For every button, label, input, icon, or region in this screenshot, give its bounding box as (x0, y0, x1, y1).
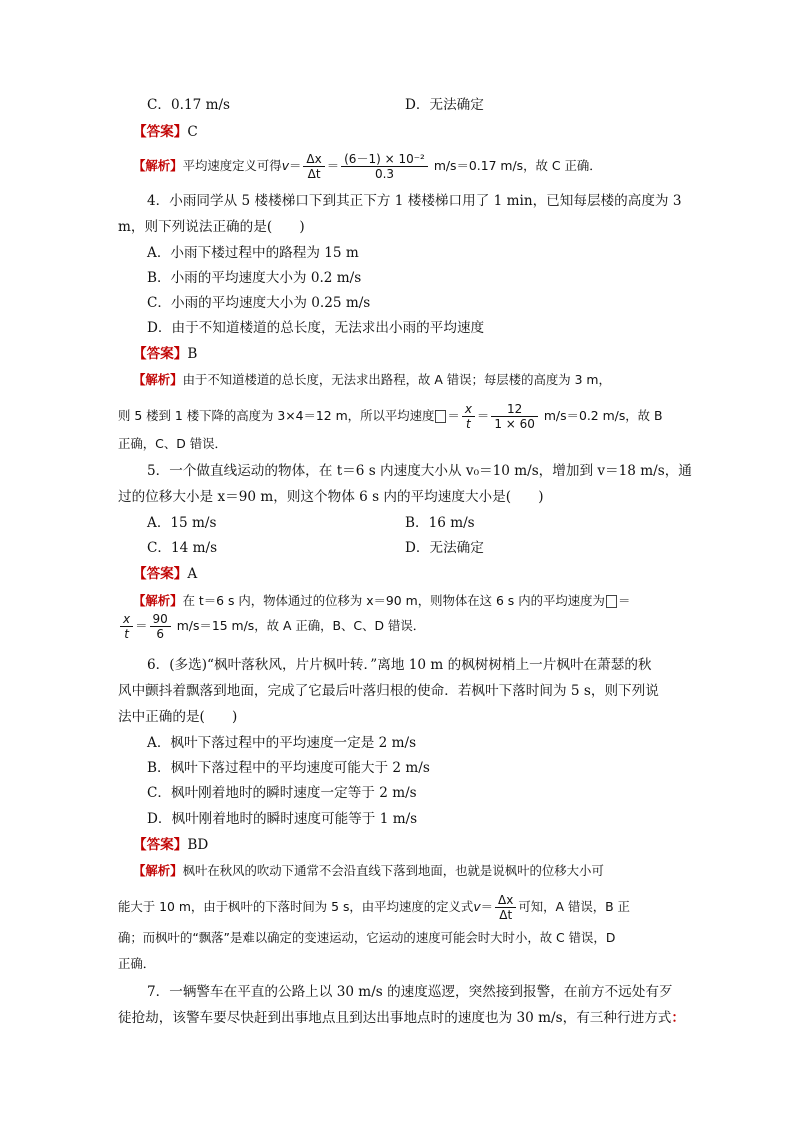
q6-option-a: A．枫叶下落过程中的平均速度一定是 2 m/s (147, 735, 417, 751)
q5-explanation-line2: $\frac{x}{t}$ ＝ $\frac{90}{6}$ m/s＝15 m/s，故 A 正确，B、C、D 错误． (118, 612, 425, 641)
q4-answer: 【答案】B (133, 346, 198, 362)
q3-answer (133, 124, 198, 140)
q6-option-c: C．枫叶刚着地时的瞬时速度一定等于 2 m/s (147, 785, 417, 801)
fraction: $\frac{90}{6}$ (150, 612, 171, 641)
q5-option-c: C．14 m/s (147, 540, 218, 556)
q6-explanation-line4: 正确． (118, 956, 156, 971)
q4-option-a: A．小雨下楼过程中的路程为 15 m (147, 245, 359, 261)
fraction: $\frac{x}{t}$ (120, 612, 133, 641)
q3-explanation: 【解析】平均速度定义可得v＝ $\frac{\Delta x}{\Delta t}$ ＝ $\frac{\text{(6－1) × 10⁻²}}{0.3}$ m/s＝0.17 m/s，故 C 正确． (133, 152, 602, 181)
q5-option-d: D．无法确定 (405, 540, 484, 556)
fraction: $\frac{x}{t}$ (462, 402, 475, 431)
q4-stem-line1: 4．小雨同学从 5 楼楼梯口下到其正下方 1 楼楼梯口用了 1 min，已知每层楼的高度为 3 (147, 193, 682, 209)
q5-stem-line2: 过的位移大小是 x＝90 m，则这个物体 6 s 内的平均速度大小是( ) (118, 489, 544, 505)
answer-value: C (187, 124, 198, 140)
q3-option-c: C．0.17 m/s (147, 97, 231, 113)
answer-tag: 【答案】 (133, 124, 188, 140)
q6-explanation-line1: 【解析】枫叶在秋风的吹动下通常不会沿直线下落到地面，也就是说枫叶的位移大小可 (133, 863, 604, 878)
q4-explanation-line2: 则 5 楼到 1 楼下降的高度为 3×4＝12 m，所以平均速度 ＝ $\frac{x}{t}$ ＝ $\frac{12}{1 \times 60}$ m/s＝0.2 m/s，故 B (118, 402, 663, 431)
q4-option-b: B．小雨的平均速度大小为 0.2 m/s (147, 270, 362, 286)
q6-explanation-line2: 能大于 10 m，由于枫叶的下落时间为 5 s，由平均速度的定义式v＝ $\frac{\Delta x}{\Delta t}$ 可知，A 错误，B 正 (118, 893, 630, 922)
placeholder-box (606, 595, 617, 608)
fraction: $\frac{\Delta x}{\Delta t}$ (303, 152, 324, 181)
q6-stem-line1: 6．(多选)“枫叶落秋风，片片枫叶转．”离地 10 m 的枫树树梢上一片枫叶在萧瑟的秋 (147, 657, 652, 673)
q4-option-d: D．由于不知道楼道的总长度，无法求出小雨的平均速度 (147, 320, 485, 336)
fraction: $\frac{\Delta x}{\Delta t}$ (495, 893, 516, 922)
q4-explanation-line3: 正确，C、D 错误． (118, 436, 227, 451)
colon-mark: ： (671, 1010, 685, 1026)
fraction: $\frac{\text{(6－1) × 10⁻²}}{0.3}$ (341, 152, 428, 181)
q3-option-d: D．无法确定 (405, 97, 484, 113)
q6-stem-line2: 风中颤抖着飘落到地面，完成了它最后叶落归根的使命．若枫叶下落时间为 5 s，则下列说 (118, 683, 659, 699)
q6-stem-line3: 法中正确的是( ) (118, 709, 238, 725)
placeholder-box (435, 410, 446, 423)
q5-stem-line1: 5．一个做直线运动的物体，在 t＝6 s 内速度大小从 v₀＝10 m/s，增加到 v＝18 m/s，通 (147, 463, 692, 479)
q4-explanation-line1: 【解析】由于不知道楼道的总长度，无法求出路程，故 A 错误；每层楼的高度为 3 m， (133, 372, 611, 387)
fraction: $\frac{12}{1 \times 60}$ (491, 402, 538, 431)
q5-answer: 【答案】A (133, 566, 198, 582)
q4-stem-line2: m，则下列说法正确的是( ) (118, 219, 305, 235)
q6-explanation-line3: 确；而枫叶的“飘落”是难以确定的变速运动，它运动的速度可能会时大时小，故 C 错误，D (118, 930, 616, 945)
q4-option-c: C．小雨的平均速度大小为 0.25 m/s (147, 295, 371, 311)
q5-explanation-line1: 【解析】在 t＝6 s 内，物体通过的位移为 x＝90 m，则物体在这 6 s 内的平均速度为 ＝ (133, 593, 631, 608)
q7-stem-line2: 徒抢劫，该警车要尽快赶到出事地点且到达出事地点时的速度也为 30 m/s，有三种行进方式： (118, 1010, 685, 1026)
q7-stem-line1: 7．一辆警车在平直的公路上以 30 m/s 的速度巡逻，突然接到报警，在前方不远处有歹 (147, 984, 673, 1000)
q6-option-d: D．枫叶刚着地时的瞬时速度可能等于 1 m/s (147, 811, 418, 827)
q6-answer: 【答案】BD (133, 837, 209, 853)
q5-option-b: B．16 m/s (405, 515, 475, 531)
explanation-tag: 【解析】 (133, 158, 183, 173)
q5-option-a: A．15 m/s (147, 515, 217, 531)
q6-option-b: B．枫叶下落过程中的平均速度可能大于 2 m/s (147, 760, 430, 776)
